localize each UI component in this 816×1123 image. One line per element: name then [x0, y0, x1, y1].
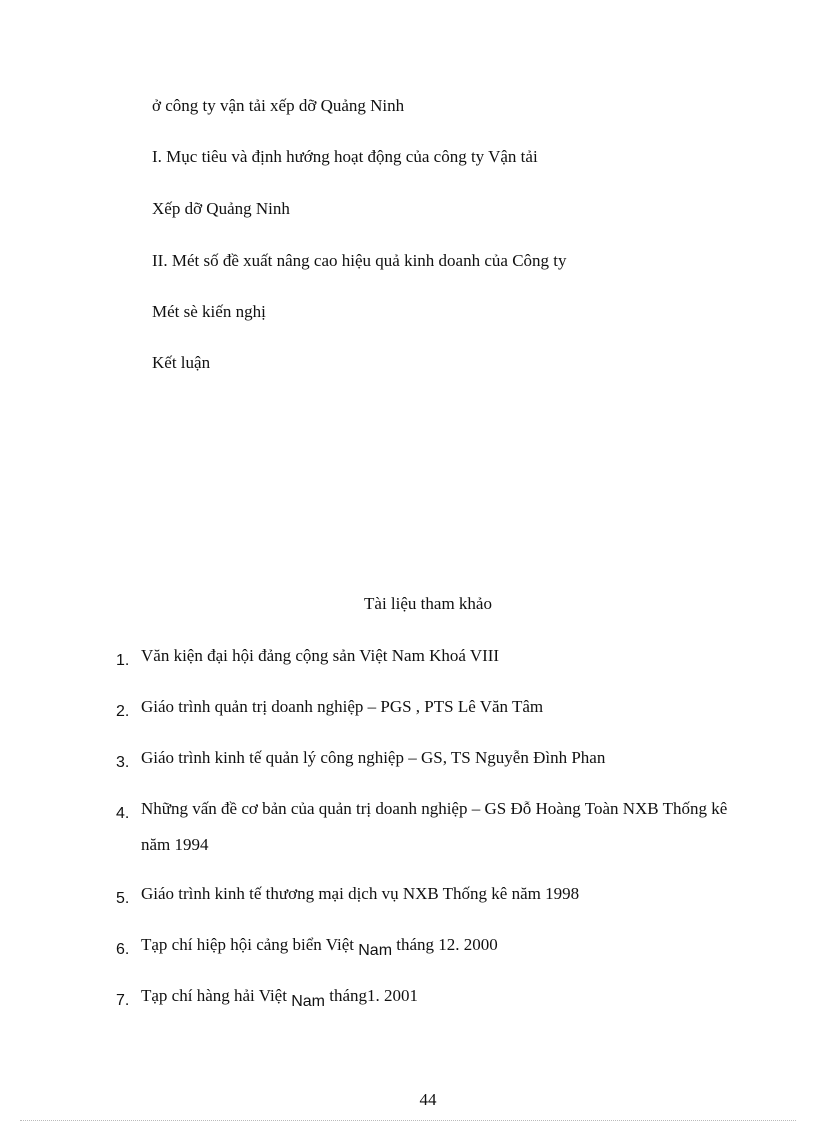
reference-item: [116, 689, 756, 725]
bottom-divider: [20, 1120, 796, 1121]
reference-text-part: tháng 12. 2000: [392, 935, 498, 954]
reference-text-subscript: Nam: [291, 993, 325, 1010]
reference-number: 6.: [116, 941, 130, 958]
reference-item: [116, 740, 756, 776]
reference-item: [116, 876, 756, 912]
reference-number: 1.: [116, 652, 130, 669]
reference-text: Giáo trình quản trị doanh nghiệp – PGS , PTS Lê Văn Tâm: [141, 697, 544, 716]
reference-number: 2.: [116, 703, 130, 720]
reference-text: Giáo trình kinh tế thương mại dịch vụ NXB Thống kê năm 1998: [141, 884, 580, 903]
reference-number: 7.: [116, 992, 130, 1009]
reference-number: 5.: [116, 890, 130, 907]
reference-text-part: tháng1. 2001: [324, 986, 419, 1005]
reference-number: 3.: [116, 754, 130, 771]
reference-text: [141, 978, 756, 1015]
references-heading: Tài liệu tham khảo: [364, 594, 492, 613]
reference-number: 4.: [116, 805, 130, 822]
toc-line: Kết luận: [152, 353, 211, 372]
reference-item: [116, 927, 756, 964]
reference-item: [116, 638, 756, 674]
reference-text-part: Tạp chí hàng hải Việt: [141, 986, 292, 1005]
reference-item: [116, 978, 756, 1015]
reference-text-part: Tạp chí hiệp hội cảng biển Việt: [141, 935, 359, 954]
reference-text: [141, 927, 756, 964]
toc-line: Mét sè kiến nghị: [152, 302, 266, 321]
toc-line: ở công ty vận tải xếp dỡ Quảng Ninh: [152, 96, 405, 115]
reference-text: Giáo trình kinh tế quản lý công nghiệp – GS, TS Nguyễn Đình Phan: [141, 748, 606, 767]
reference-text: Văn kiện đại hội đảng cộng sản Việt Nam Khoá VIII: [141, 646, 500, 665]
reference-text: Những vấn đề cơ bản của quản trị doanh nghiệp – GS Đỗ Hoàng Toàn NXB Thống kê năm 1994: [141, 799, 728, 854]
reference-text-subscript: Nam: [358, 942, 393, 959]
page-number: 44: [419, 1090, 437, 1109]
reference-item: [116, 791, 756, 863]
toc-line: Xếp dỡ Quảng Ninh: [152, 199, 290, 218]
toc-line: II. Mét số đề xuất nâng cao hiệu quả kinh doanh của Công ty: [152, 251, 567, 270]
toc-line: I. Mục tiêu và định hướng hoạt động của công ty Vận tải: [152, 147, 538, 166]
